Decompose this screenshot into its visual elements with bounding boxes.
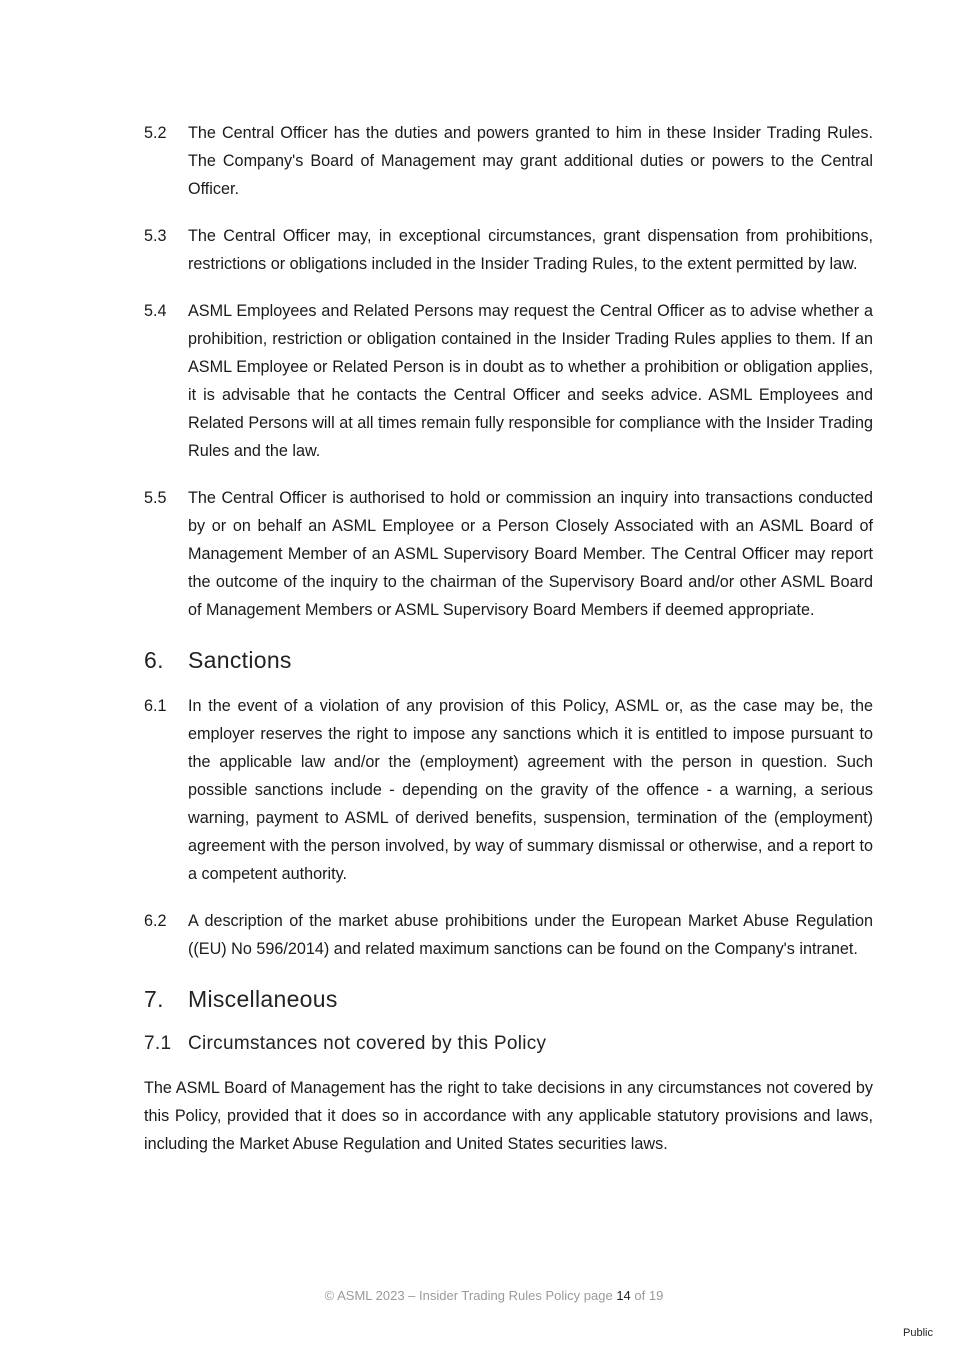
clause-5-4 — [144, 297, 873, 465]
subsection-number: 7.1 — [144, 1033, 172, 1054]
section-heading-miscellaneous — [144, 984, 873, 1014]
section-title: Miscellaneous — [188, 986, 338, 1012]
clause-text: In the event of a violation of any provision of this Policy, ASML or, as the case may be, the employer reserves the right to impose any sanctions which it is entitled to impose pursuant to the applicable law and/or the (employment) agreement with the person in question. Such possible sanctions include - depending on the gravity of the offence - a warning, a serious warning, payment to ASML of derived benefits, suspension, termination of the (employment) agreement with the person involved, by way of summary dismissal or otherwise, and a report to a competent authority. — [188, 697, 873, 883]
clause-number: 5.2 — [144, 124, 167, 142]
clause-5-3 — [144, 222, 873, 278]
section-number: 6. — [144, 647, 164, 673]
classification-label: Public — [903, 1327, 933, 1339]
clause-5-2 — [144, 119, 873, 203]
page-footer — [0, 1288, 966, 1303]
clause-text: The Central Officer may, in exceptional circumstances, grant dispensation from prohibitions, restrictions or obligations included in the Insider Trading Rules, to the extent permitted by law. — [188, 227, 873, 273]
current-page-number: 14 — [616, 1288, 631, 1303]
clause-number: 5.3 — [144, 227, 167, 245]
clause-number: 6.1 — [144, 697, 167, 715]
clause-5-5 — [144, 484, 873, 624]
clause-text: A description of the market abuse prohibitions under the European Market Abuse Regulation ((EU) No 596/2014) and related maximum sanctions can be found on the Company's intranet. — [188, 912, 873, 958]
footer-of-label: of — [634, 1288, 646, 1303]
section-number: 7. — [144, 986, 164, 1012]
clause-6-1 — [144, 692, 873, 888]
subsection-title: Circumstances not covered by this Policy — [188, 1033, 547, 1054]
clause-number: 5.4 — [144, 302, 167, 320]
clause-text: The Central Officer is authorised to hold or commission an inquiry into transactions conducted by or on behalf an ASML Employee or a Person Closely Associated with an ASML Board of Management Member of an ASML Supervisory Board Member. The Central Officer may report the outcome of the inquiry to the chairman of the Supervisory Board and/or other ASML Board of Management Members or ASML Supervisory Board Members if deemed appropriate. — [188, 489, 873, 619]
footer-prefix: © ASML 2023 – Insider Trading Rules Policy page — [324, 1288, 613, 1303]
section-heading-sanctions — [144, 645, 873, 675]
section-title: Sanctions — [188, 647, 292, 673]
clause-text: ASML Employees and Related Persons may request the Central Officer as to advise whether a prohibition, restriction or obligation contained in the Insider Trading Rules applies to them. If an ASML Employee or Related Person is in doubt as to whether a prohibition or obligation applies, it is advisable that he contacts the Central Officer and seeks advice. ASML Employees and Related Persons will at all times remain fully responsible for compliance with the Insider Trading Rules and the law. — [188, 302, 873, 460]
document-body — [144, 119, 873, 1158]
clause-number: 6.2 — [144, 912, 167, 930]
clause-6-2 — [144, 907, 873, 963]
subsection-heading-circumstances — [144, 1031, 873, 1057]
total-page-count: 19 — [648, 1288, 664, 1303]
subsection-paragraph: The ASML Board of Management has the right to take decisions in any circumstances not covered by this Policy, provided that it does so in accordance with any applicable statutory provisions and laws, including the Market Abuse Regulation and United States securities laws. — [144, 1079, 873, 1153]
clause-text: The Central Officer has the duties and powers granted to him in these Insider Trading Rules. The Company's Board of Management may grant additional duties or powers to the Central Officer. — [188, 124, 873, 198]
clause-number: 5.5 — [144, 489, 167, 507]
